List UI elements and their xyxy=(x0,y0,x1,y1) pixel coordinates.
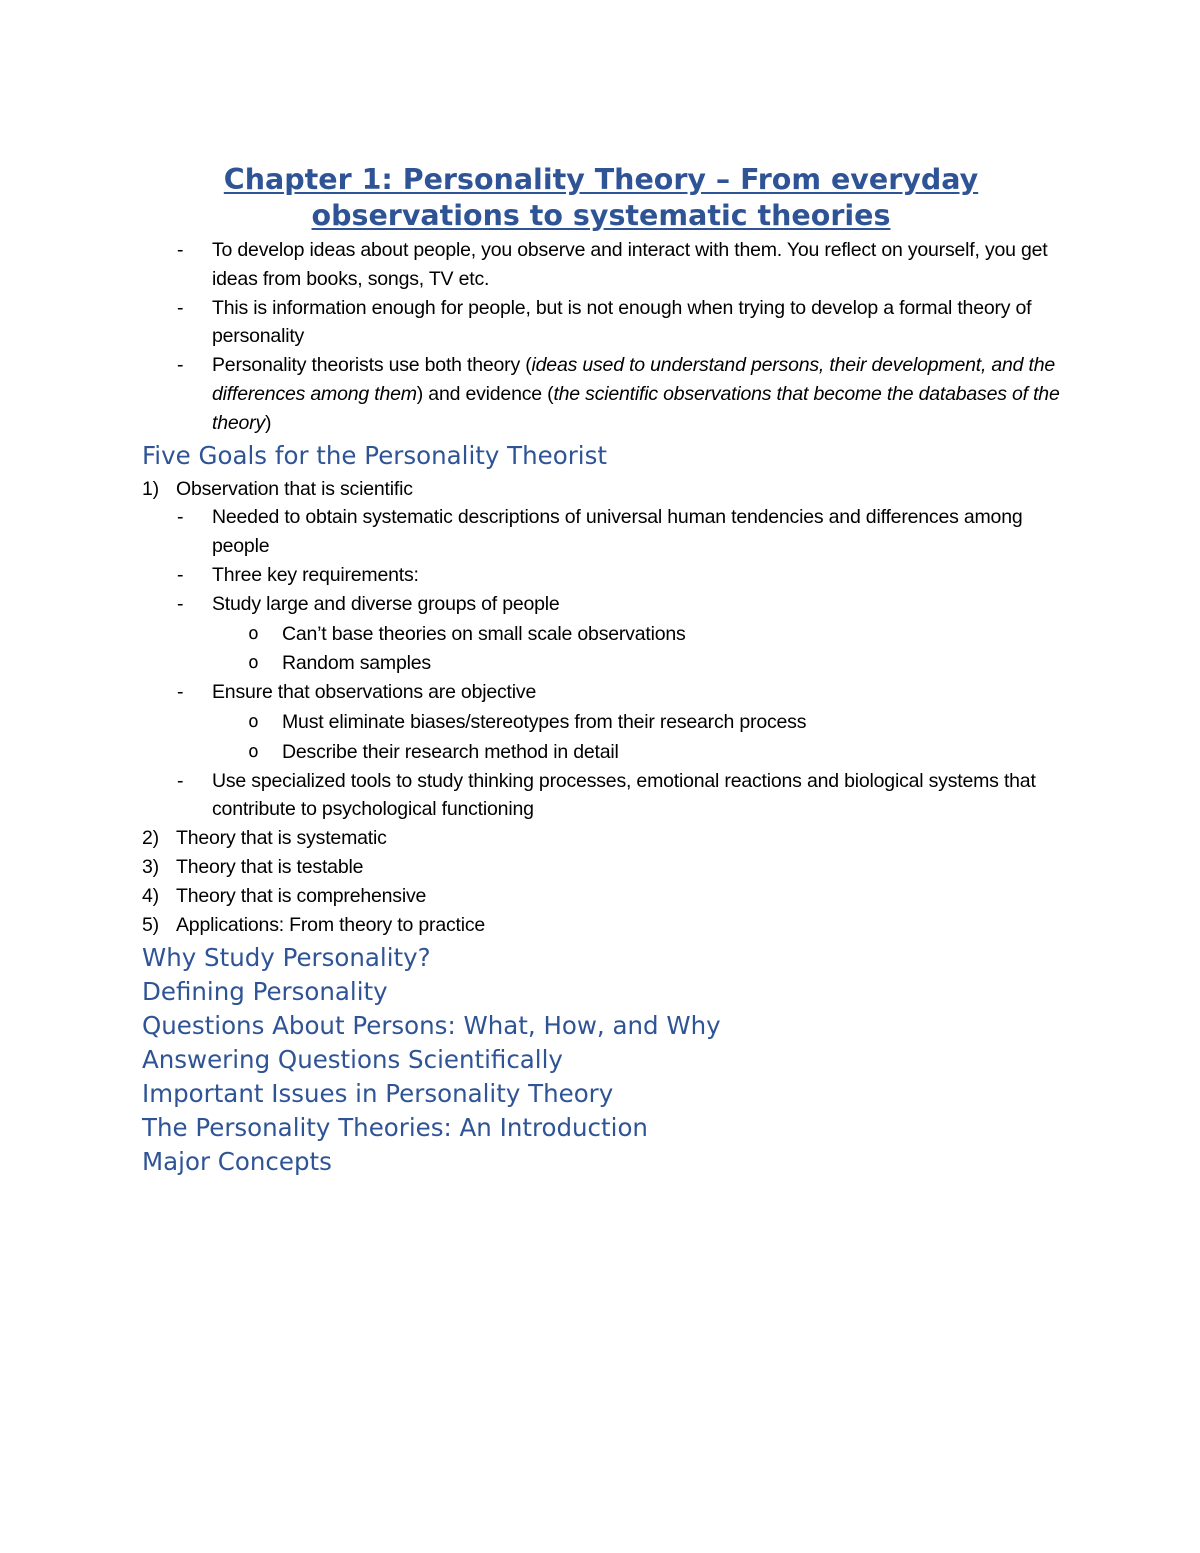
intro-item-2: - This is information enough for people, but is not enough when trying to develop a formal theory of personality xyxy=(142,294,1060,352)
goal-1-sub-1: - Needed to obtain systematic descriptions of universal human tendencies and differences among people xyxy=(142,503,1060,561)
goal-1-sub-3-list xyxy=(142,620,1060,679)
intro-item-1: - To develop ideas about people, you observe and interact with them. You reflect on yourself, you get ideas from books, songs, TV etc. xyxy=(142,236,1060,294)
goal-1-sub-4a: o Must eliminate biases/stereotypes from their research process xyxy=(142,708,1060,737)
goal-2 xyxy=(142,824,1060,853)
goal-1-label: Observation that is scientific xyxy=(176,477,413,500)
goal-5 xyxy=(142,911,1060,940)
goal-1-sub-4b: o Describe their research method in detail xyxy=(142,738,1060,767)
goal-3-number: 3) xyxy=(142,855,159,878)
goal-3 xyxy=(142,853,1060,882)
goal-1-sub-3: - Study large and diverse groups of people xyxy=(142,590,1060,619)
goal-1-number: 1) xyxy=(142,477,159,500)
chapter-title-line-1: Chapter 1: Personality Theory – From everyday xyxy=(223,163,979,196)
goal-1-sub-2: - Three key requirements: xyxy=(142,561,1060,590)
goal-1-sub-5: - Use specialized tools to study thinking processes, emotional reactions and biological systems that contribute to psychological functioning xyxy=(142,767,1060,825)
goal-1 xyxy=(142,475,1060,504)
goal-1-sub-4-children xyxy=(142,708,1060,767)
section-headings xyxy=(142,941,1060,1179)
heading-five-goals: Five Goals for the Personality Theorist xyxy=(142,440,607,470)
chapter-title xyxy=(142,162,1060,234)
goal-5-label: Applications: From theory to practice xyxy=(176,913,486,936)
heading-questions: Questions About Persons: What, How, and Why xyxy=(142,1011,721,1041)
intro-item-3 xyxy=(142,351,1060,437)
goal-4-label: Theory that is comprehensive xyxy=(176,884,427,907)
chapter-title-line-2: observations to systematic theories xyxy=(311,199,891,232)
goals-list xyxy=(142,475,1060,940)
goal-1-sub-4: - Ensure that observations are objective xyxy=(142,678,1060,707)
goal-1-details xyxy=(142,503,1060,824)
goal-3-label: Theory that is testable xyxy=(176,855,364,878)
intro-item-3-text-c: ) xyxy=(265,411,272,434)
theory-definition: ideas used to understand persons, their development, and the differences among them xyxy=(212,354,1056,405)
goal-4 xyxy=(142,882,1060,911)
goal-1-sub-3b: o Random samples xyxy=(142,649,1060,678)
heading-theories-intro: The Personality Theories: An Introduction xyxy=(142,1113,648,1143)
goal-2-label: Theory that is systematic xyxy=(176,827,387,850)
heading-important-issues: Important Issues in Personality Theory xyxy=(142,1079,614,1109)
goal-1-sub-4-list xyxy=(142,708,1060,767)
goal-1-sub-3-children xyxy=(142,620,1060,679)
intro-item-3-text-a: Personality theorists use both theory ( xyxy=(212,354,532,377)
intro-item-3-text-b: ) and evidence ( xyxy=(416,382,554,405)
goal-5-number: 5) xyxy=(142,913,159,936)
goal-2-number: 2) xyxy=(142,827,159,850)
evidence-definition: the scientific observations that become the databases of the theory xyxy=(212,382,1060,434)
goal-1-sublist xyxy=(142,503,1060,824)
heading-answering: Answering Questions Scientifically xyxy=(142,1045,563,1075)
heading-defining: Defining Personality xyxy=(142,977,388,1007)
goal-1-sub-3a: o Can’t base theories on small scale observations xyxy=(142,620,1060,649)
heading-major-concepts: Major Concepts xyxy=(142,1147,332,1177)
heading-why-study: Why Study Personality? xyxy=(142,943,431,973)
goal-4-number: 4) xyxy=(142,884,159,907)
intro-list xyxy=(142,236,1060,438)
